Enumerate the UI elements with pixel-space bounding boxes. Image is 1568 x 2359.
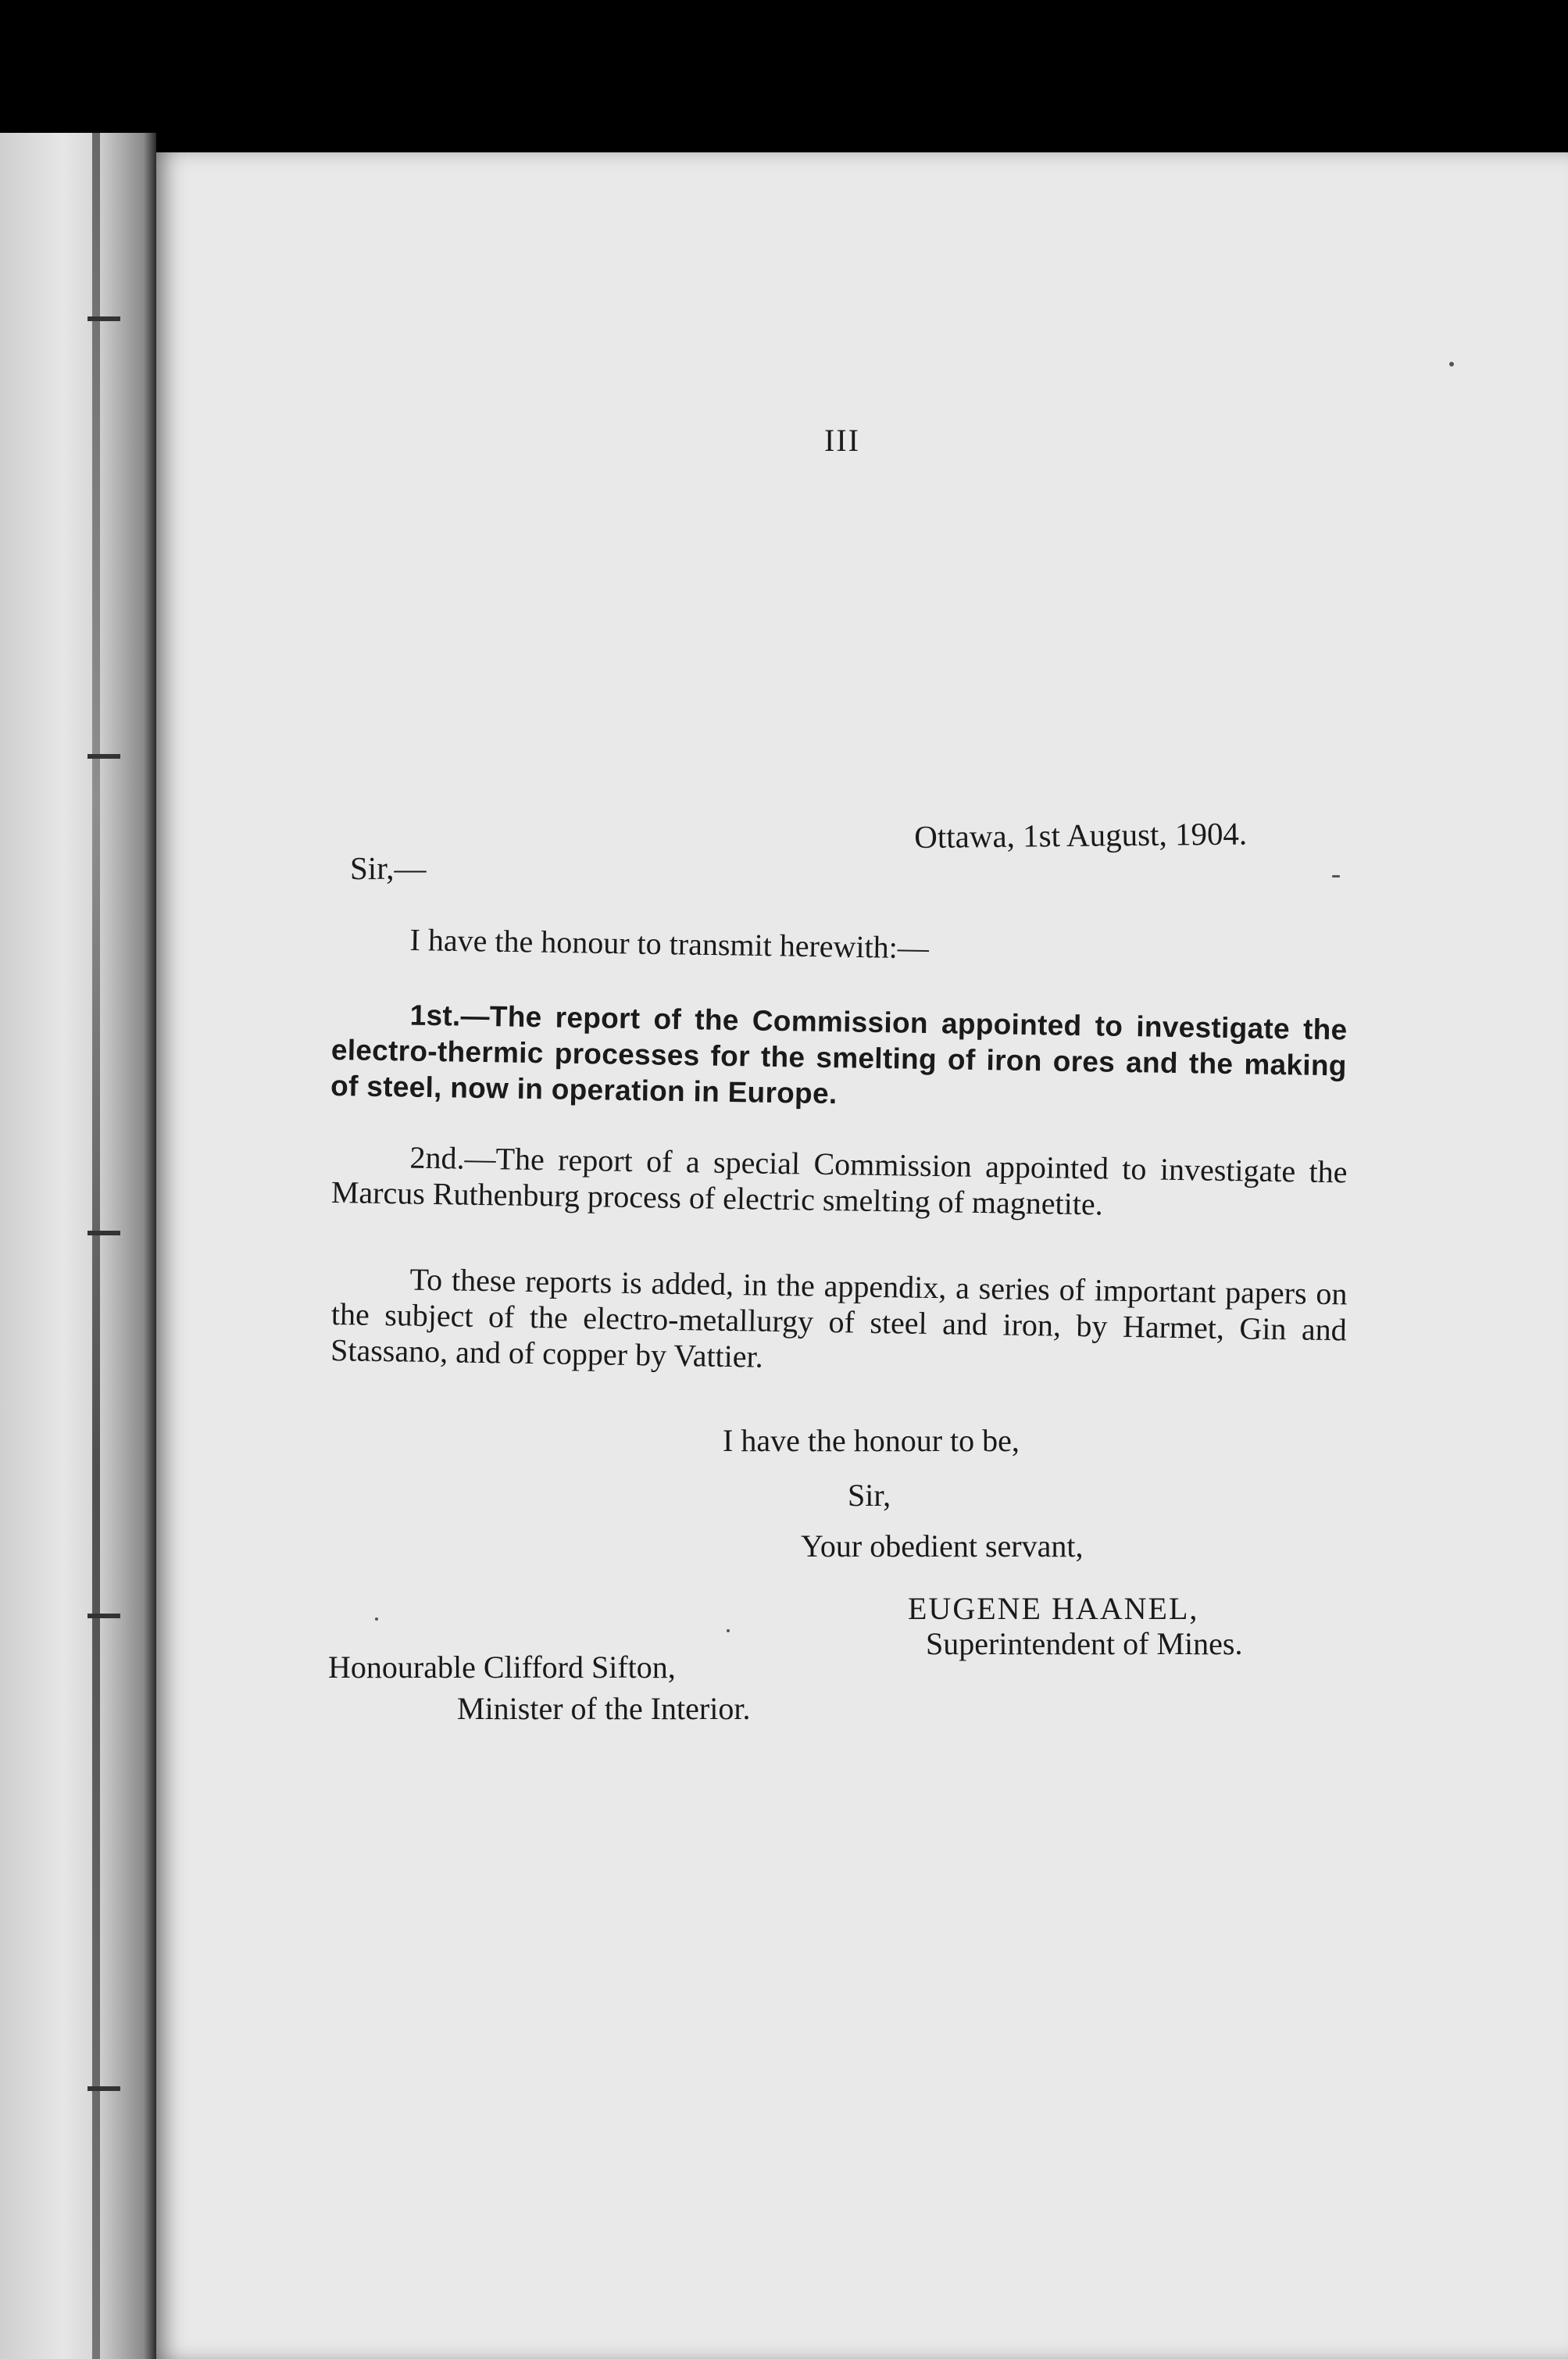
binding-mark [88,754,120,759]
book-binding-edge [0,133,156,2359]
closing-line-honour: I have the honour to be, [723,1423,1020,1458]
paragraph-first-report: 1st.—The report of the Commission appointed to investigate the electro-thermic processes for the smelting of iron ores and the making of steel, now in operation in Europe. [330,999,1348,1110]
signatory-name: EUGENE HAANEL, [908,1591,1199,1626]
intro-paragraph: I have the honour to transmit herewith:— [409,922,930,966]
place-and-date: Ottawa, 1st August, 1904. [914,815,1248,855]
binding-mark [88,1231,120,1235]
binding-mark [88,2086,120,2091]
recipient-name: Honourable Clifford Sifton, [328,1650,676,1685]
paragraph-appendix: To these reports is added, in the appendix, a series of important papers on the subject of the electro-metallurgy of steel and iron, by Harmet, Gin and Stassano, and of copper by Vattier. [330,1261,1348,1374]
closing-line-sir: Sir, [848,1478,891,1513]
page-number: III [824,423,860,458]
salutation: Sir,— [350,850,427,886]
letter-page [156,152,1568,2359]
paper-speck [1449,362,1454,366]
recipient-title: Minister of the Interior. [457,1691,751,1726]
binding-mark [88,316,120,321]
paragraph-second-report: 2nd.—The report of a special Commission appointed to investigate the Marcus Ruthenburg process of electric smelting of magnetite. [330,1139,1348,1222]
signatory-title: Superintendent of Mines. [926,1626,1243,1661]
paper-speck [375,1617,378,1621]
paper-speck [727,1629,730,1632]
binding-gutter-line [92,133,100,2359]
paper-speck [1332,875,1340,877]
closing-line-servant: Your obedient servant, [801,1528,1084,1564]
binding-mark [88,1614,120,1618]
